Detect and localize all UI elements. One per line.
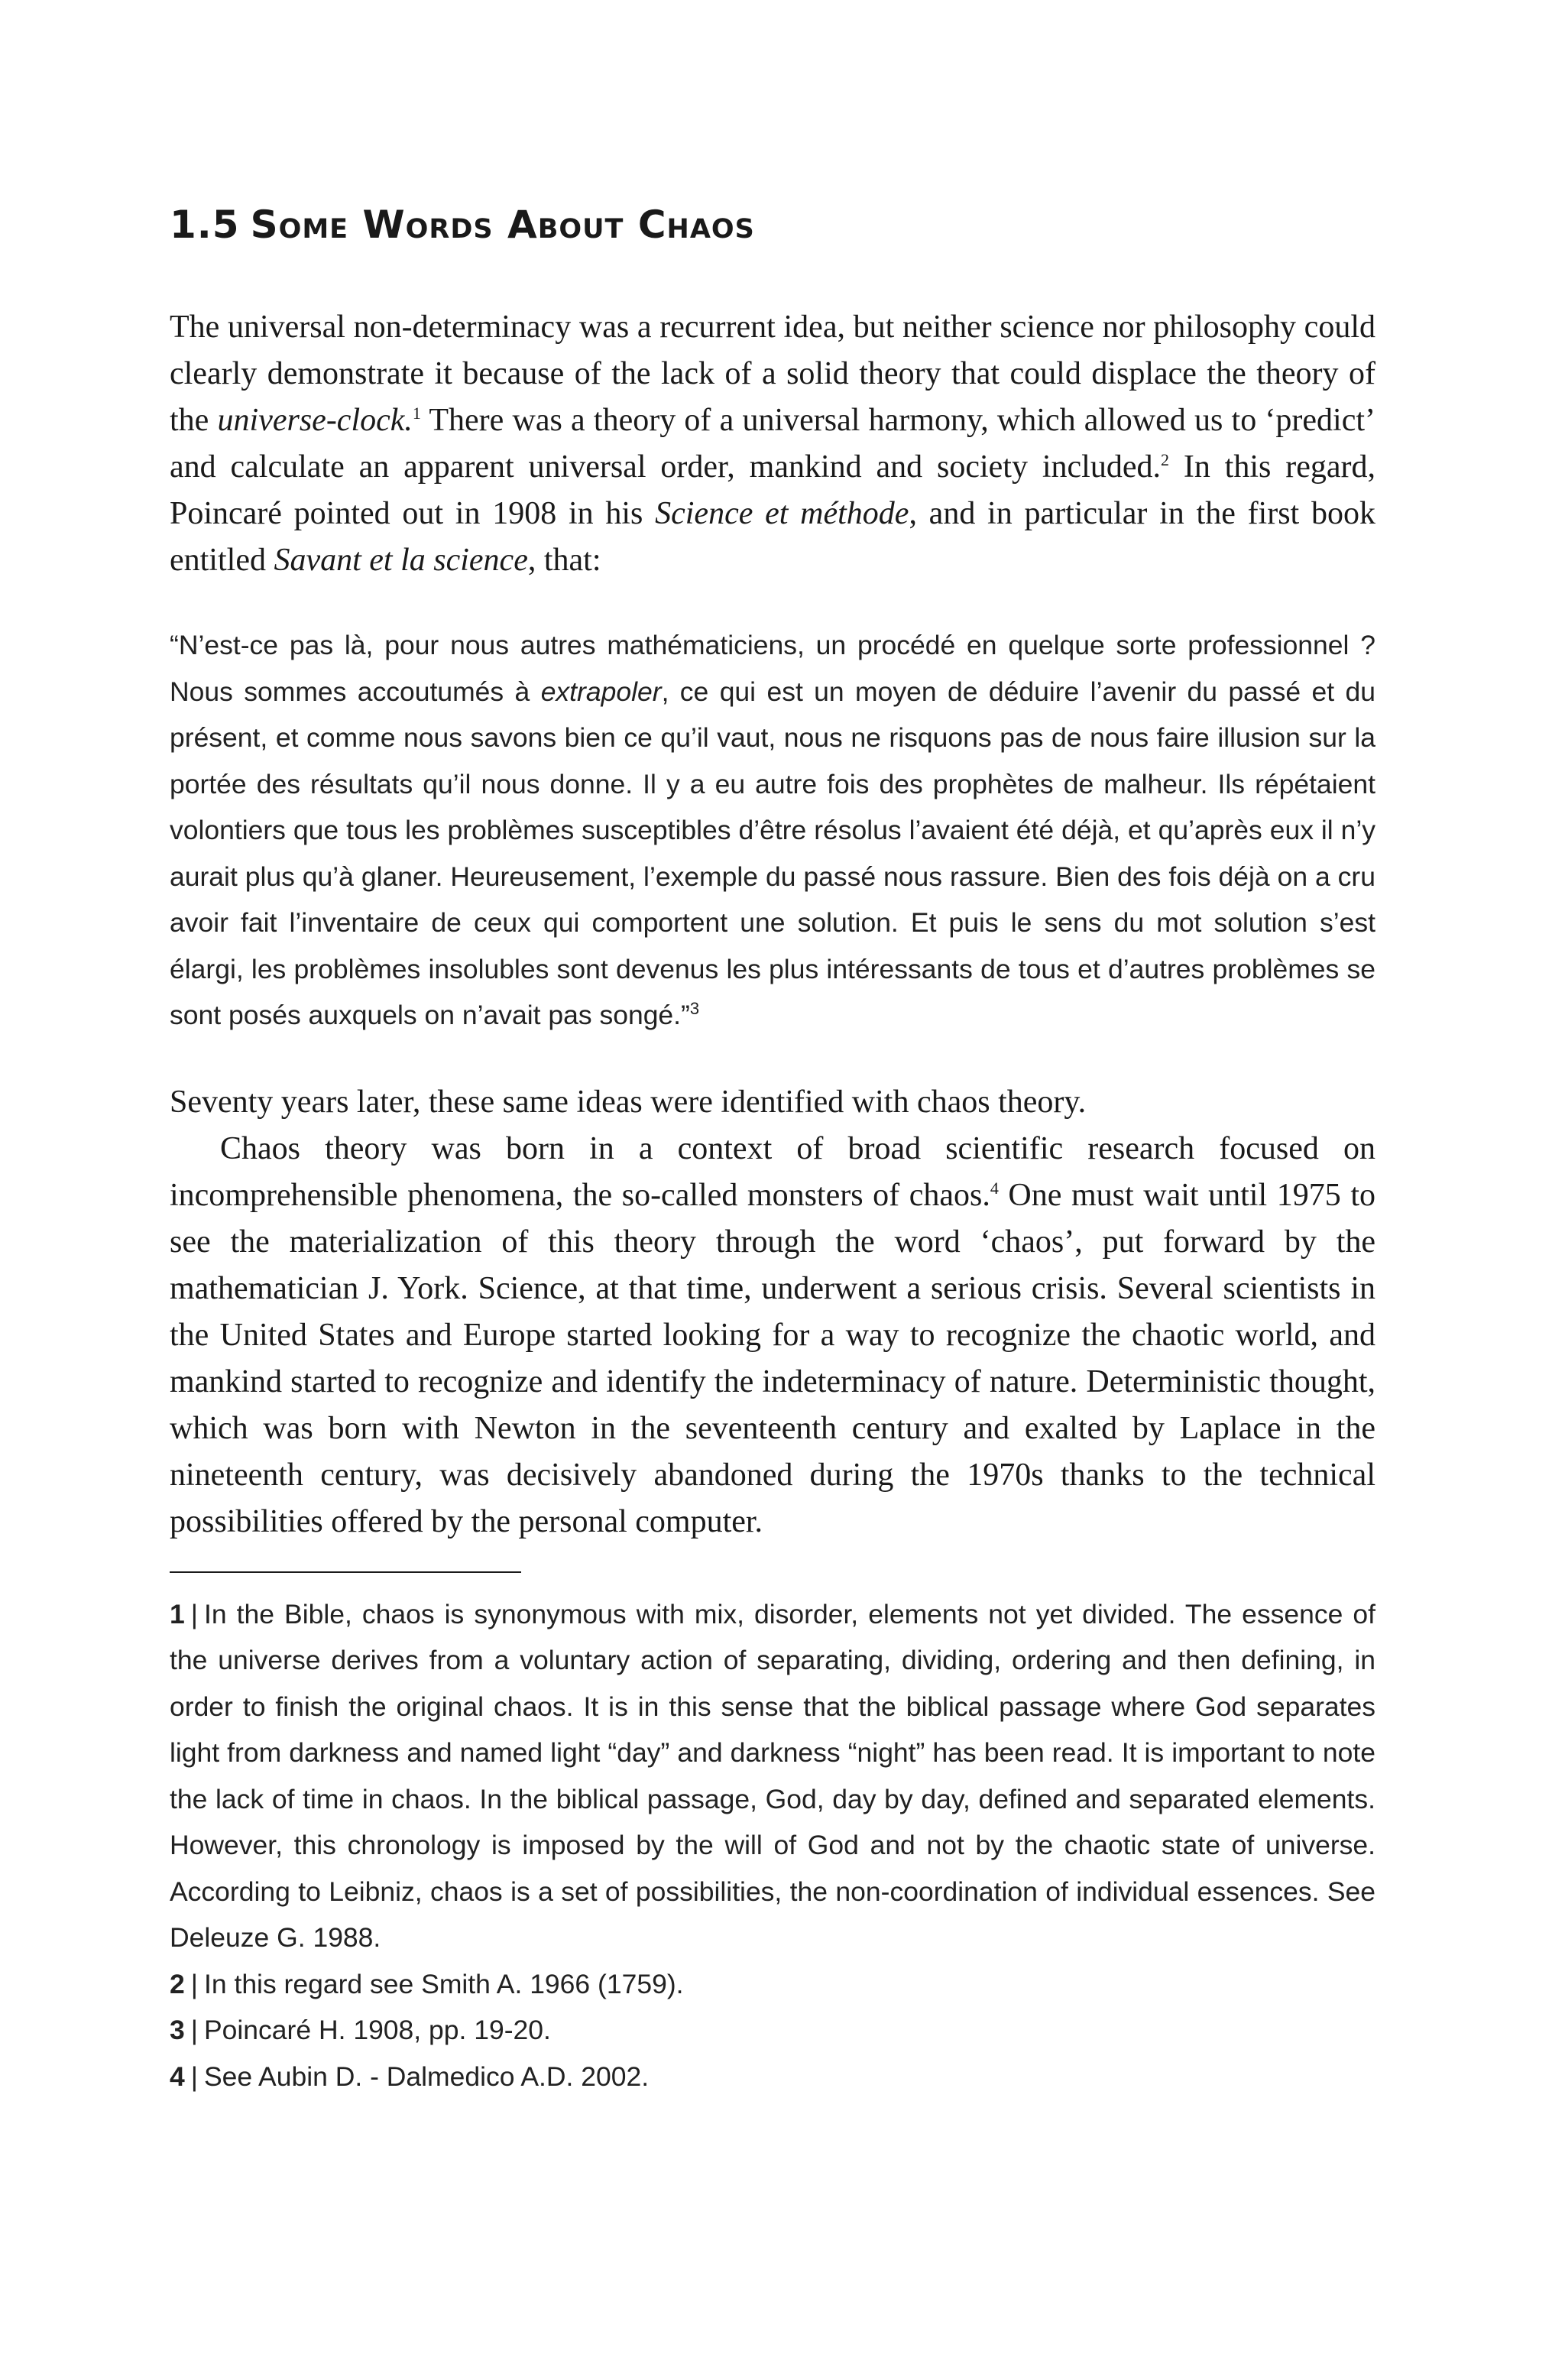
- footnote-text: In the Bible, chaos is synonymous with mix, disorder, elements not yet divided. The essence of the universe derives from a voluntary action of separating, dividing, ordering and then defining, in order to finish the original chaos. It is in this sense that the biblical passage where God separates light from darkness and named light “day” and darkness “night” has been read. It is important to note the lack of time in chaos. In the biblical passage, God, day by day, defined and separated elements. However, this chronology is imposed by the will of God and not by the chaotic state of universe. According to Leibniz, chaos is a set of possibilities, the non-coordination of individual essences. See Deleuze G. 1988.: [170, 1598, 1375, 1953]
- section-title: Some Words About Chaos: [250, 203, 755, 247]
- section-heading: [170, 202, 1375, 248]
- footnote-separator: |: [190, 2061, 198, 2092]
- footnote-1: [170, 1591, 1375, 1961]
- text-run: , and in particular in the first book entitled: [170, 496, 1375, 578]
- text-run: In this regard, Poincaré pointed out in 1908 in his: [170, 449, 1375, 531]
- text-run: Chaos theory was born in a context of broad scientific research focused on incomprehensible phenomena, the so-called monsters of chaos.: [170, 1130, 1375, 1213]
- footnote-separator: |: [190, 2015, 198, 2045]
- body-text-continued: [170, 1079, 1375, 1545]
- footnotes: [170, 1591, 1375, 2100]
- paragraph-seventy-years: Seventy years later, these same ideas were identified with chaos theory.: [170, 1084, 1087, 1120]
- footnote-number: 3: [170, 2015, 185, 2045]
- footnote-separator: |: [190, 1598, 198, 1629]
- text-run: One must wait until 1975 to see the materialization of this theory through the word ‘chaos’, put forward by the mathematician J. York. Science, at that time, underwent a serious crisis. Several scientists in the United States and Europe started looking for a way to recognize the chaotic world, and mankind started to recognize and identify the indeterminacy of nature. Deterministic thought, which was born with Newton in the seventeenth century and exalted by Laplace in the nineteenth century, was decisively abandoned during the 1970s thanks to the technical possibilities offered by the personal computer.: [170, 1177, 1375, 1539]
- footnote-number: 4: [170, 2061, 185, 2092]
- footnote-3: [170, 2007, 1375, 2054]
- footnote-ref-1[interactable]: 1: [412, 404, 421, 423]
- text-run: The universal non-determinacy was a recurrent idea, but neither science nor philosophy could clearly demonstrate it because of the lack of a solid theory that could displace the theory of the: [170, 310, 1375, 438]
- footnote-ref-4[interactable]: 4: [990, 1178, 999, 1198]
- footnote-number: 1: [170, 1598, 185, 1629]
- quote-paragraph: [170, 622, 1375, 1039]
- text-run: , that:: [527, 543, 601, 578]
- italic-term: universe-clock.: [217, 403, 413, 438]
- footnote-divider: [170, 1571, 521, 1573]
- footnote-ref-3[interactable]: 3: [689, 999, 700, 1019]
- footnote-4: [170, 2054, 1375, 2100]
- footnote-separator: |: [190, 1968, 198, 1999]
- paragraph-intro: [170, 304, 1375, 584]
- footnote-number: 2: [170, 1968, 185, 1999]
- paragraph-chaos-theory: [170, 1126, 1375, 1545]
- footnote-ref-2[interactable]: 2: [1160, 450, 1169, 469]
- text-run: There was a theory of a universal harmony, which allowed us to ‘predict’ and calculate an apparent universal order, mankind and society included.: [170, 403, 1375, 485]
- text-run: “N’est-ce pas là, pour nous autres mathématiciens, un procédé en quelque sorte professionnel ? Nous sommes accoutumés à: [170, 630, 1375, 707]
- book-title: Science et méthode: [655, 496, 909, 531]
- section-number: 1.5: [170, 203, 240, 247]
- footnote-2: [170, 1961, 1375, 2008]
- body-text: [170, 304, 1375, 584]
- footnote-text: In this regard see Smith A. 1966 (1759).: [203, 1968, 684, 1999]
- footnote-text: Poincaré H. 1908, pp. 19-20.: [203, 2015, 551, 2045]
- block-quote: [170, 622, 1375, 1039]
- italic-term: extrapoler: [540, 676, 662, 707]
- footnote-text: See Aubin D. - Dalmedico A.D. 2002.: [203, 2061, 650, 2092]
- text-run: , ce qui est un moyen de déduire l’avenir du passé et du présent, et comme nous savons bien ce qu’il vaut, nous ne risquons pas de nous faire illusion sur la portée des résultats qu’il nous donne. Il y a eu autre fois des prophètes de malheur. Ils répétaient volontiers que tous les problèmes susceptibles d’être résolus l’avaient été déjà, et qu’après eux il n’y aurait plus qu’à glaner. Heureusement, l’exemple du passé nous rassure. Bien des fois déjà on a cru avoir fait l’inventaire de ceux qui comportent une solution. Et puis le sens du mot solution s’est élargi, les problèmes insolubles sont devenus les plus intéressants de tous et d’autres problèmes se sont posés auxquels on n’avait pas songé.”: [170, 676, 1375, 1030]
- book-title: Savant et la science: [274, 543, 528, 578]
